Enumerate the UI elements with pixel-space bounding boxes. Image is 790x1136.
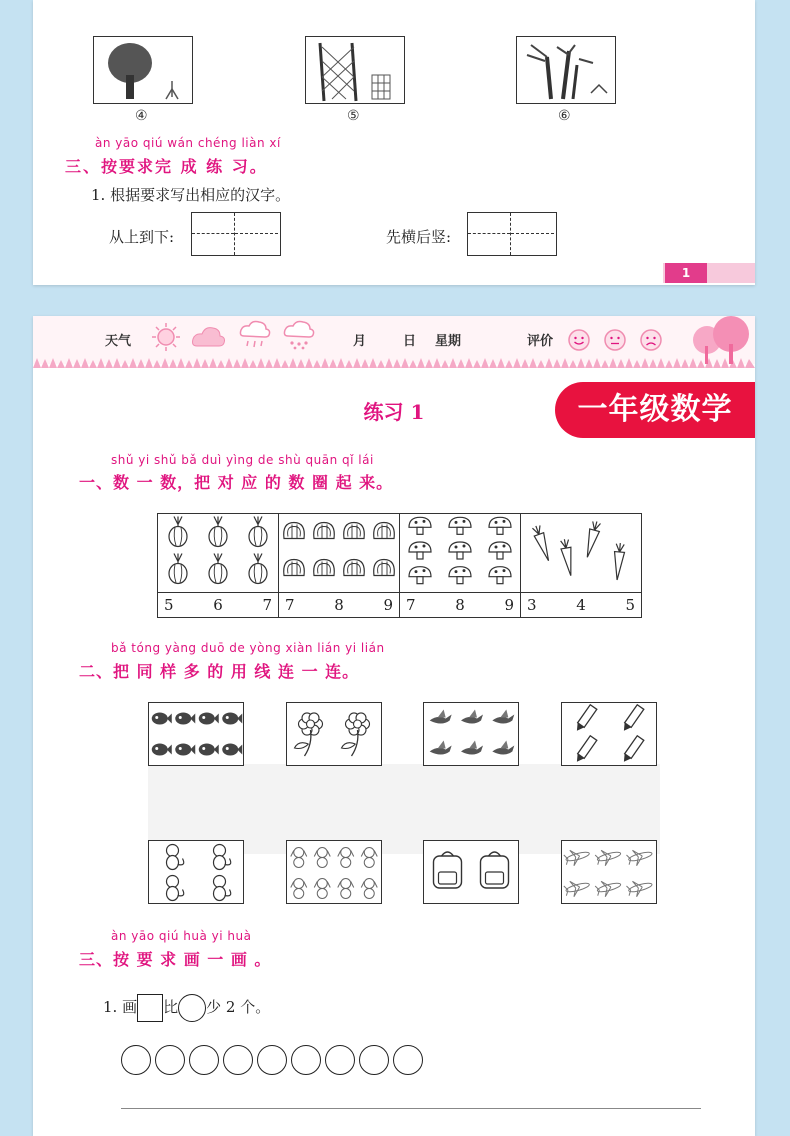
circle <box>359 1045 389 1075</box>
number-option[interactable]: 7 <box>262 596 272 614</box>
writing-grid-1[interactable] <box>191 212 281 256</box>
number-option[interactable]: 9 <box>504 596 514 614</box>
question-1: 1. 根据要求写出相应的汉字。 <box>91 186 291 204</box>
exercise-page <box>33 316 755 1136</box>
tree-icon <box>94 37 192 103</box>
picture-label-6: ⑥ <box>558 108 571 124</box>
draw-question-part1: 1. 画 <box>103 998 138 1016</box>
number-option[interactable]: 5 <box>164 596 174 614</box>
bird-box[interactable] <box>423 702 519 766</box>
circle-row <box>121 1045 423 1075</box>
puppy-icon <box>287 841 381 903</box>
backpack-icon <box>424 841 518 903</box>
previous-page <box>33 0 755 285</box>
number-option[interactable]: 5 <box>625 596 635 614</box>
section3b-title: 三、按 要 求 画 一 画 。 <box>79 950 272 969</box>
square-shape <box>137 994 163 1022</box>
circle <box>291 1045 321 1075</box>
rating-label: 评价 <box>527 334 554 349</box>
smile-face-icon[interactable] <box>567 328 591 352</box>
circle <box>121 1045 151 1075</box>
garlic-numbers <box>158 593 279 618</box>
weekday-label: 星期 <box>435 334 462 349</box>
number-option[interactable]: 6 <box>213 596 223 614</box>
carrot-cell <box>521 514 642 593</box>
fish-icon <box>149 703 243 765</box>
garlic-cell <box>158 514 279 593</box>
garlic-icon <box>158 514 278 588</box>
monkey-box[interactable] <box>148 840 244 904</box>
draw-question-part2: 比 <box>163 998 179 1016</box>
flower-box[interactable] <box>286 702 382 766</box>
rainy-icon[interactable] <box>239 320 271 350</box>
number-option[interactable]: 7 <box>406 596 416 614</box>
picture-label-4: ④ <box>135 108 148 124</box>
section2-title: 二、把 同 样 多 的 用 线 连 一 连。 <box>79 662 360 681</box>
weather-label: 天气 <box>105 334 132 349</box>
cabbage-cell <box>279 514 400 593</box>
circle <box>393 1045 423 1075</box>
counting-table <box>157 513 642 618</box>
number-option[interactable]: 8 <box>334 596 344 614</box>
tree-picture <box>93 36 193 104</box>
section3-title: 三、按要求完 成 练 习。 <box>65 157 268 176</box>
bird-icon <box>424 703 518 765</box>
page-title: 练习 1 <box>363 400 425 424</box>
mushroom-cell <box>400 514 521 593</box>
snowy-icon[interactable] <box>283 320 315 350</box>
section1-pinyin: shǔ yi shǔ bǎ duì yìng de shù quān qǐ lái <box>111 453 374 467</box>
number-option[interactable]: 8 <box>455 596 465 614</box>
circle <box>189 1045 219 1075</box>
section3b-pinyin: àn yāo qiú huà yi huà <box>111 929 252 943</box>
monkey-icon <box>149 841 243 903</box>
picture-label-5: ⑤ <box>347 108 360 124</box>
draw-question-part3: 少 2 个。 <box>206 998 271 1016</box>
circle <box>223 1045 253 1075</box>
net-picture <box>305 36 405 104</box>
backpack-box[interactable] <box>423 840 519 904</box>
number-option[interactable]: 9 <box>383 596 393 614</box>
mushroom-numbers <box>400 593 521 618</box>
carrot-icon <box>521 514 641 588</box>
airplane-icon <box>562 841 656 903</box>
section2-pinyin: bǎ tóng yàng duō de yòng xiàn lián yi lián <box>111 641 385 655</box>
grass-border <box>33 356 755 368</box>
pink-trees-decoration <box>687 316 753 366</box>
field2-label: 先横后竖: <box>386 228 452 246</box>
number-option[interactable]: 3 <box>527 596 537 614</box>
net-icon <box>306 37 404 103</box>
day-label: 日 <box>403 334 417 349</box>
writing-grid-2[interactable] <box>467 212 557 256</box>
pencil-icon <box>562 703 656 765</box>
answer-line[interactable] <box>121 1108 701 1109</box>
draw-question <box>103 992 270 1022</box>
circle <box>325 1045 355 1075</box>
page-number: 1 <box>665 263 707 283</box>
section1-title: 一、数 一 数，把 对 应 的 数 圈 起 来。 <box>79 473 394 492</box>
cabbage-icon <box>279 514 399 588</box>
bamboo-picture <box>516 36 616 104</box>
bamboo-icon <box>517 37 615 103</box>
pencil-box[interactable] <box>561 702 657 766</box>
mushroom-icon <box>400 514 520 588</box>
cabbage-numbers <box>279 593 400 618</box>
flower-icon <box>287 703 381 765</box>
airplane-box[interactable] <box>561 840 657 904</box>
neutral-face-icon[interactable] <box>603 328 627 352</box>
puppy-box[interactable] <box>286 840 382 904</box>
month-label: 月 <box>353 334 367 349</box>
circle <box>257 1045 287 1075</box>
sunny-icon[interactable] <box>151 322 181 352</box>
number-option[interactable]: 4 <box>576 596 586 614</box>
number-option[interactable]: 7 <box>285 596 295 614</box>
cloudy-icon[interactable] <box>191 324 227 350</box>
fish-box[interactable] <box>148 702 244 766</box>
field1-label: 从上到下: <box>109 228 175 246</box>
circle <box>155 1045 185 1075</box>
carrot-numbers <box>521 593 642 618</box>
section3-pinyin: àn yāo qiú wán chéng liàn xí <box>95 136 281 150</box>
grade-badge: 一年级数学 <box>555 382 755 438</box>
sad-face-icon[interactable] <box>639 328 663 352</box>
circle-shape <box>178 994 206 1022</box>
